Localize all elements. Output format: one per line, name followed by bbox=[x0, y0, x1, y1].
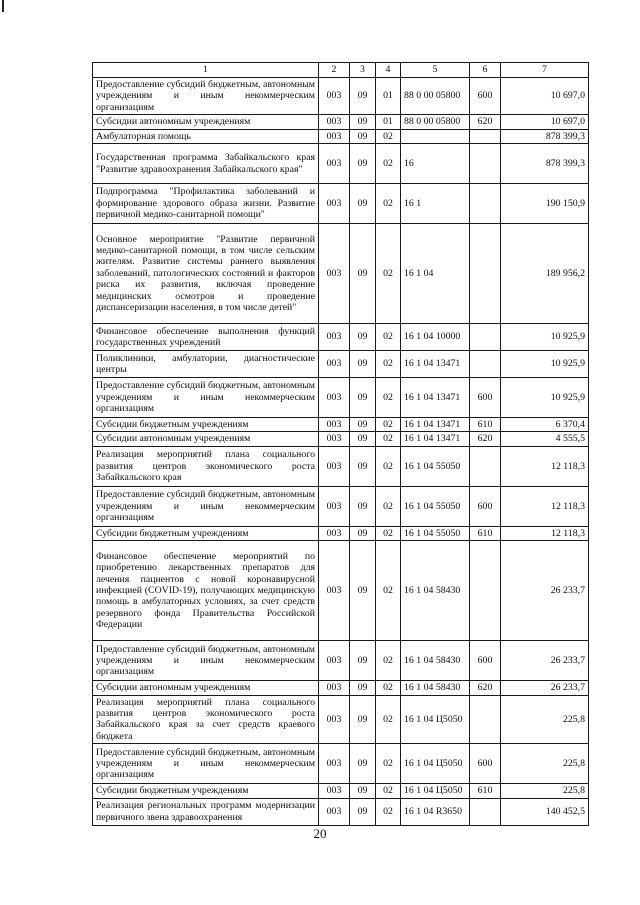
cell-amount: 140 452,5 bbox=[501, 798, 589, 825]
cell-expense-type: 620 bbox=[470, 681, 501, 695]
cell-amount: 6 370,4 bbox=[501, 418, 589, 432]
cell-subsection: 02 bbox=[376, 486, 401, 526]
cell-section: 09 bbox=[350, 418, 376, 432]
cell-amount: 26 233,7 bbox=[501, 681, 589, 695]
cell-section: 09 bbox=[350, 446, 376, 486]
cell-section: 09 bbox=[350, 144, 376, 184]
cell-expense-type bbox=[470, 224, 501, 324]
cell-section: 09 bbox=[350, 224, 376, 324]
cell-section: 09 bbox=[350, 681, 376, 695]
cell-subsection: 02 bbox=[376, 695, 401, 744]
table-row bbox=[93, 526, 589, 540]
cell-section: 09 bbox=[350, 115, 376, 129]
table-row bbox=[93, 432, 589, 446]
cell-target-article: 16 1 04 13471 bbox=[401, 378, 470, 418]
cell-expense-type: 610 bbox=[470, 418, 501, 432]
cell-amount: 225,8 bbox=[501, 744, 589, 784]
column-header-2: 2 bbox=[319, 63, 350, 78]
cell-subsection: 02 bbox=[376, 224, 401, 324]
cell-expense-type: 600 bbox=[470, 378, 501, 418]
cell-amount: 26 233,7 bbox=[501, 541, 589, 641]
column-header-3: 3 bbox=[350, 63, 376, 78]
cell-name: Основное мероприятие "Развитие первичной медико-санитарной помощи, в том числе сельским жителям. Развитие системы раннего выявления заболеваний, патологических состояний и факторов риска их развития, включая проведение медицинских осмотров и проведение диспансеризации населения, в том числе детей" bbox=[93, 224, 319, 324]
cell-target-article: 16 1 04 Ц5050 bbox=[401, 744, 470, 784]
cell-subsection: 02 bbox=[376, 144, 401, 184]
cell-amount: 10 925,9 bbox=[501, 351, 589, 378]
table-row bbox=[93, 641, 589, 681]
cell-expense-type: 620 bbox=[470, 115, 501, 129]
cell-name: Предоставление субсидий бюджетным, автономным учреждениям и иным некоммерческим организациям bbox=[93, 641, 319, 681]
cell-name: Субсидии автономным учреждениям bbox=[93, 681, 319, 695]
table-header-row bbox=[93, 63, 589, 78]
cell-subsection: 02 bbox=[376, 324, 401, 351]
cell-subsection: 02 bbox=[376, 378, 401, 418]
cell-target-article: 16 1 04 58430 bbox=[401, 641, 470, 681]
table-row bbox=[93, 78, 589, 115]
cell-amount: 225,8 bbox=[501, 695, 589, 744]
scan-mark bbox=[2, 0, 4, 12]
cell-ministry-code: 003 bbox=[319, 115, 350, 129]
column-header-1: 1 bbox=[93, 63, 319, 78]
cell-name: Субсидии бюджетным учреждениям bbox=[93, 418, 319, 432]
cell-target-article: 16 1 04 10000 bbox=[401, 324, 470, 351]
cell-ministry-code: 003 bbox=[319, 681, 350, 695]
cell-name: Предоставление субсидий бюджетным, автономным учреждениям и иным некоммерческим организациям bbox=[93, 744, 319, 784]
cell-section: 09 bbox=[350, 744, 376, 784]
cell-target-article bbox=[401, 129, 470, 143]
cell-name: Предоставление субсидий бюджетным, автономным учреждениям и иным некоммерческим организациям bbox=[93, 78, 319, 115]
cell-subsection: 01 bbox=[376, 78, 401, 115]
cell-ministry-code: 003 bbox=[319, 446, 350, 486]
cell-section: 09 bbox=[350, 351, 376, 378]
column-header-6: 6 bbox=[470, 63, 501, 78]
cell-target-article: 16 1 04 bbox=[401, 224, 470, 324]
cell-subsection: 01 bbox=[376, 115, 401, 129]
cell-amount: 10 697,0 bbox=[501, 115, 589, 129]
cell-expense-type: 600 bbox=[470, 486, 501, 526]
cell-subsection: 02 bbox=[376, 446, 401, 486]
cell-target-article: 16 1 04 13471 bbox=[401, 432, 470, 446]
table-row bbox=[93, 184, 589, 224]
cell-name: Субсидии бюджетным учреждениям bbox=[93, 784, 319, 798]
cell-ministry-code: 003 bbox=[319, 78, 350, 115]
cell-target-article: 16 1 04 Ц5050 bbox=[401, 784, 470, 798]
table-row bbox=[93, 418, 589, 432]
cell-ministry-code: 003 bbox=[319, 695, 350, 744]
cell-expense-type bbox=[470, 695, 501, 744]
cell-section: 09 bbox=[350, 184, 376, 224]
cell-target-article: 16 1 04 55050 bbox=[401, 446, 470, 486]
cell-subsection: 02 bbox=[376, 418, 401, 432]
table-row bbox=[93, 144, 589, 184]
cell-target-article: 16 1 04 55050 bbox=[401, 486, 470, 526]
cell-ministry-code: 003 bbox=[319, 184, 350, 224]
table-row bbox=[93, 115, 589, 129]
table-row bbox=[93, 695, 589, 744]
cell-expense-type bbox=[470, 798, 501, 825]
column-header-7: 7 bbox=[501, 63, 589, 78]
cell-section: 09 bbox=[350, 526, 376, 540]
cell-name: Подпрограмма "Профилактика заболеваний и формирование здорового образа жизни. Развитие первичной медико-санитарной помощи" bbox=[93, 184, 319, 224]
cell-section: 09 bbox=[350, 695, 376, 744]
table-row bbox=[93, 486, 589, 526]
cell-expense-type bbox=[470, 184, 501, 224]
cell-ministry-code: 003 bbox=[319, 418, 350, 432]
cell-ministry-code: 003 bbox=[319, 224, 350, 324]
cell-subsection: 02 bbox=[376, 681, 401, 695]
cell-name: Финансовое обеспечение выполнения функций государственных учреждений bbox=[93, 324, 319, 351]
cell-amount: 12 118,3 bbox=[501, 446, 589, 486]
cell-name: Реализация мероприятий плана социального развития центров экономического роста Забайкальского края за счет средств краевого бюджета bbox=[93, 695, 319, 744]
cell-ministry-code: 003 bbox=[319, 144, 350, 184]
column-header-4: 4 bbox=[376, 63, 401, 78]
cell-expense-type: 610 bbox=[470, 784, 501, 798]
cell-subsection: 02 bbox=[376, 526, 401, 540]
cell-section: 09 bbox=[350, 486, 376, 526]
table-row bbox=[93, 129, 589, 143]
cell-target-article: 88 0 00 05800 bbox=[401, 78, 470, 115]
cell-section: 09 bbox=[350, 432, 376, 446]
cell-expense-type: 610 bbox=[470, 526, 501, 540]
cell-name: Предоставление субсидий бюджетным, автономным учреждениям и иным некоммерческим организациям bbox=[93, 378, 319, 418]
cell-section: 09 bbox=[350, 78, 376, 115]
cell-section: 09 bbox=[350, 378, 376, 418]
cell-ministry-code: 003 bbox=[319, 324, 350, 351]
table-row bbox=[93, 798, 589, 825]
cell-name: Предоставление субсидий бюджетным, автономным учреждениям и иным некоммерческим организациям bbox=[93, 486, 319, 526]
cell-section: 09 bbox=[350, 641, 376, 681]
cell-ministry-code: 003 bbox=[319, 798, 350, 825]
cell-ministry-code: 003 bbox=[319, 129, 350, 143]
cell-ministry-code: 003 bbox=[319, 744, 350, 784]
cell-amount: 878 399,3 bbox=[501, 129, 589, 143]
cell-expense-type: 600 bbox=[470, 744, 501, 784]
table-body bbox=[93, 78, 589, 826]
cell-name: Поликлиники, амбулатории, диагностические центры bbox=[93, 351, 319, 378]
cell-subsection: 02 bbox=[376, 541, 401, 641]
column-header-5: 5 bbox=[401, 63, 470, 78]
cell-section: 09 bbox=[350, 541, 376, 641]
cell-amount: 10 925,9 bbox=[501, 378, 589, 418]
page-number: 20 bbox=[313, 826, 327, 841]
cell-amount: 12 118,3 bbox=[501, 486, 589, 526]
cell-amount: 4 555,5 bbox=[501, 432, 589, 446]
cell-amount: 26 233,7 bbox=[501, 641, 589, 681]
cell-name: Реализация региональных программ модернизации первичного звена здравоохранения bbox=[93, 798, 319, 825]
table-row bbox=[93, 446, 589, 486]
table-row bbox=[93, 224, 589, 324]
cell-ministry-code: 003 bbox=[319, 351, 350, 378]
cell-name: Субсидии бюджетным учреждениям bbox=[93, 526, 319, 540]
cell-target-article: 16 1 04 13471 bbox=[401, 351, 470, 378]
cell-target-article: 88 0 00 05800 bbox=[401, 115, 470, 129]
budget-table bbox=[92, 62, 589, 826]
cell-ministry-code: 003 bbox=[319, 641, 350, 681]
cell-expense-type bbox=[470, 541, 501, 641]
cell-subsection: 02 bbox=[376, 432, 401, 446]
cell-subsection: 02 bbox=[376, 184, 401, 224]
table-row bbox=[93, 541, 589, 641]
cell-target-article: 16 1 04 58430 bbox=[401, 541, 470, 641]
table-row bbox=[93, 744, 589, 784]
cell-subsection: 02 bbox=[376, 351, 401, 378]
cell-target-article: 16 bbox=[401, 144, 470, 184]
cell-ministry-code: 003 bbox=[319, 432, 350, 446]
cell-target-article: 16 1 04 58430 bbox=[401, 681, 470, 695]
cell-section: 09 bbox=[350, 324, 376, 351]
cell-amount: 189 956,2 bbox=[501, 224, 589, 324]
cell-name: Амбулаторная помощь bbox=[93, 129, 319, 143]
table-row bbox=[93, 351, 589, 378]
cell-amount: 12 118,3 bbox=[501, 526, 589, 540]
cell-target-article: 16 1 04 55050 bbox=[401, 526, 470, 540]
table-row bbox=[93, 681, 589, 695]
cell-ministry-code: 003 bbox=[319, 378, 350, 418]
table-row bbox=[93, 324, 589, 351]
cell-subsection: 02 bbox=[376, 798, 401, 825]
cell-amount: 10 697,0 bbox=[501, 78, 589, 115]
cell-amount: 225,8 bbox=[501, 784, 589, 798]
cell-expense-type: 600 bbox=[470, 641, 501, 681]
cell-name: Финансовое обеспечение мероприятий по приобретению лекарственных препаратов для лечения пациентов с новой коронавирусной инфекцией (COVID-19), получающих медицинскую помощь в амбулаторных условиях, за счет средств резервного фонда Правительства Российской Федерации bbox=[93, 541, 319, 641]
cell-name: Реализация мероприятий плана социального развития центров экономического роста Забайкальского края bbox=[93, 446, 319, 486]
cell-ministry-code: 003 bbox=[319, 541, 350, 641]
cell-subsection: 02 bbox=[376, 784, 401, 798]
cell-ministry-code: 003 bbox=[319, 486, 350, 526]
cell-subsection: 02 bbox=[376, 641, 401, 681]
table-row bbox=[93, 378, 589, 418]
cell-section: 09 bbox=[350, 798, 376, 825]
cell-section: 09 bbox=[350, 129, 376, 143]
cell-name: Субсидии автономным учреждениям bbox=[93, 115, 319, 129]
cell-ministry-code: 003 bbox=[319, 784, 350, 798]
cell-target-article: 16 1 04 Ц5050 bbox=[401, 695, 470, 744]
cell-ministry-code: 003 bbox=[319, 526, 350, 540]
cell-expense-type bbox=[470, 446, 501, 486]
cell-subsection: 02 bbox=[376, 129, 401, 143]
table-row bbox=[93, 784, 589, 798]
cell-expense-type bbox=[470, 144, 501, 184]
cell-target-article: 16 1 04 R3650 bbox=[401, 798, 470, 825]
cell-amount: 190 150,9 bbox=[501, 184, 589, 224]
cell-amount: 878 399,3 bbox=[501, 144, 589, 184]
cell-subsection: 02 bbox=[376, 744, 401, 784]
cell-expense-type bbox=[470, 351, 501, 378]
cell-section: 09 bbox=[350, 784, 376, 798]
cell-expense-type: 600 bbox=[470, 78, 501, 115]
cell-target-article: 16 1 04 13471 bbox=[401, 418, 470, 432]
cell-expense-type bbox=[470, 129, 501, 143]
cell-name: Субсидии автономным учреждениям bbox=[93, 432, 319, 446]
cell-expense-type: 620 bbox=[470, 432, 501, 446]
cell-expense-type bbox=[470, 324, 501, 351]
cell-target-article: 16 1 bbox=[401, 184, 470, 224]
cell-name: Государственная программа Забайкальского края "Развитие здравоохранения Забайкальского края" bbox=[93, 144, 319, 184]
cell-amount: 10 925,9 bbox=[501, 324, 589, 351]
